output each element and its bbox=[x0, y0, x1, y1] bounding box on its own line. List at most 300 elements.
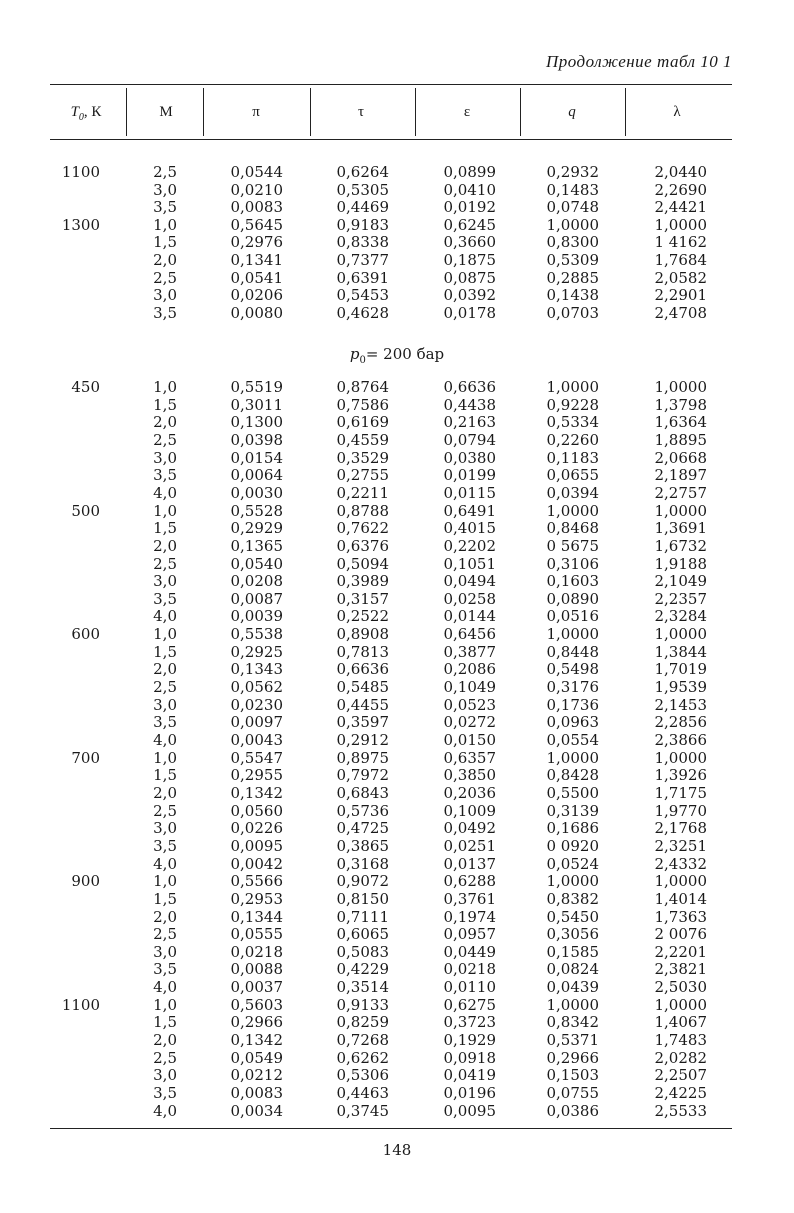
cell-tau: 0,4725 bbox=[336, 819, 389, 838]
cell-lambda: 1,3844 bbox=[654, 642, 707, 661]
table-row bbox=[0, 573, 794, 590]
cell-pi: 0,0230 bbox=[230, 695, 283, 714]
cell-pi: 0,0039 bbox=[230, 607, 283, 626]
table-row bbox=[0, 252, 794, 269]
table-row bbox=[0, 661, 794, 678]
cell-m: 1,0 bbox=[153, 995, 177, 1014]
cell-lambda: 2,1049 bbox=[654, 572, 707, 591]
table-continuation-caption: Продолжение табл 10 1 bbox=[545, 52, 732, 71]
cell-q: 0,5309 bbox=[546, 251, 599, 269]
cell-q: 0,2260 bbox=[546, 430, 599, 449]
cell-eps: 0,0523 bbox=[443, 695, 496, 714]
cell-pi: 0,0218 bbox=[230, 942, 283, 961]
cell-eps: 0,3877 bbox=[443, 642, 496, 661]
cell-eps: 0,3660 bbox=[443, 233, 496, 252]
cell-pi: 0,0549 bbox=[230, 1048, 283, 1067]
table-row bbox=[0, 803, 794, 820]
cell-m: 2,5 bbox=[153, 678, 177, 697]
cell-m: 3,5 bbox=[153, 303, 177, 322]
cell-lambda: 2,4225 bbox=[654, 1084, 707, 1102]
cell-m: 1,5 bbox=[153, 642, 177, 661]
cell-tau: 0,2755 bbox=[336, 466, 389, 485]
cell-tau: 0,5485 bbox=[336, 678, 389, 697]
cell-pi: 0,2953 bbox=[230, 889, 283, 908]
cell-m: 1,5 bbox=[153, 766, 177, 785]
cell-eps: 0,0918 bbox=[443, 1048, 496, 1067]
cell-q: 0,1585 bbox=[546, 942, 599, 961]
cell-tau: 0,3529 bbox=[336, 448, 389, 467]
cell-eps: 0,1974 bbox=[443, 907, 496, 926]
table-row bbox=[0, 838, 794, 855]
cell-q: 0,8468 bbox=[546, 519, 599, 538]
cell-m: 2,0 bbox=[153, 783, 177, 802]
cell-tau: 0,6065 bbox=[336, 925, 389, 944]
table-row bbox=[0, 1032, 794, 1049]
cell-m: 1,0 bbox=[153, 501, 177, 520]
cell-tau: 0,8259 bbox=[336, 1013, 389, 1032]
table-row bbox=[0, 926, 794, 943]
cell-tau: 0,4229 bbox=[336, 960, 389, 979]
cell-lambda: 2,2201 bbox=[654, 942, 707, 961]
table-row bbox=[0, 414, 794, 431]
cell-lambda: 1,0000 bbox=[654, 748, 707, 767]
cell-eps: 0,0794 bbox=[443, 430, 496, 449]
cell-lambda: 2,1768 bbox=[654, 819, 707, 838]
cell-lambda: 1,6732 bbox=[654, 536, 707, 555]
cell-m: 1,0 bbox=[153, 215, 177, 234]
cell-m: 1,0 bbox=[153, 872, 177, 891]
cell-eps: 0,0251 bbox=[443, 836, 496, 855]
cell-q: 0,8342 bbox=[546, 1013, 599, 1032]
cell-eps: 0,0192 bbox=[443, 198, 496, 217]
table-row bbox=[0, 234, 794, 251]
cell-lambda: 2,4708 bbox=[654, 303, 707, 322]
cell-eps: 0,4015 bbox=[443, 519, 496, 538]
cell-q: 0 0920 bbox=[546, 836, 599, 855]
table-row bbox=[0, 270, 794, 287]
cell-eps: 0,6491 bbox=[443, 501, 496, 520]
cell-pi: 0,0087 bbox=[230, 589, 283, 608]
cell-pi: 0,0555 bbox=[230, 925, 283, 944]
cell-pi: 0,5547 bbox=[230, 748, 283, 767]
cell-pi: 0,1343 bbox=[230, 660, 283, 679]
cell-tau: 0,7622 bbox=[336, 519, 389, 538]
cell-q: 0,1483 bbox=[546, 180, 599, 199]
table-row bbox=[0, 732, 794, 749]
cell-tau: 0,7586 bbox=[336, 395, 389, 414]
cell-m: 2,0 bbox=[153, 251, 177, 269]
header-tau: τ bbox=[357, 104, 365, 120]
cell-eps: 0,2202 bbox=[443, 536, 496, 555]
cell-m: 4,0 bbox=[153, 1101, 177, 1120]
cell-eps: 0,0258 bbox=[443, 589, 496, 608]
cell-pi: 0,1342 bbox=[230, 783, 283, 802]
cell-eps: 0,6456 bbox=[443, 625, 496, 644]
cell-m: 3,0 bbox=[153, 942, 177, 961]
header-q: q bbox=[568, 104, 576, 120]
cell-pi: 0,0097 bbox=[230, 713, 283, 732]
table-row bbox=[0, 305, 794, 322]
cell-pi: 0,5566 bbox=[230, 872, 283, 891]
cell-eps: 0,0419 bbox=[443, 1066, 496, 1085]
header-separator bbox=[520, 88, 521, 136]
cell-tau: 0,7111 bbox=[336, 907, 389, 926]
cell-tau: 0,6262 bbox=[336, 1048, 389, 1067]
cell-tau: 0,6169 bbox=[336, 413, 389, 432]
table-row bbox=[0, 750, 794, 767]
cell-q: 0 5675 bbox=[546, 536, 599, 555]
cell-lambda: 1,4014 bbox=[654, 889, 707, 908]
table-row bbox=[0, 1067, 794, 1084]
cell-m: 3,5 bbox=[153, 466, 177, 485]
cell-lambda: 1,3798 bbox=[654, 395, 707, 414]
cell-tau: 0,8788 bbox=[336, 501, 389, 520]
cell-tau: 0,6843 bbox=[336, 783, 389, 802]
cell-pi: 0,0398 bbox=[230, 430, 283, 449]
table-row bbox=[0, 1014, 794, 1031]
cell-lambda: 1,0000 bbox=[654, 215, 707, 234]
cell-m: 1,5 bbox=[153, 1013, 177, 1032]
table-row bbox=[0, 379, 794, 396]
cell-lambda: 2,4332 bbox=[654, 854, 707, 873]
header-separator bbox=[415, 88, 416, 136]
cell-tau: 0,8150 bbox=[336, 889, 389, 908]
cell-pi: 0,0226 bbox=[230, 819, 283, 838]
cell-q: 0,2885 bbox=[546, 268, 599, 287]
cell-eps: 0,1009 bbox=[443, 801, 496, 820]
cell-q: 1,0000 bbox=[546, 748, 599, 767]
cell-q: 0,0516 bbox=[546, 607, 599, 626]
cell-tau: 0,9072 bbox=[336, 872, 389, 891]
cell-pi: 0,1344 bbox=[230, 907, 283, 926]
cell-pi: 0,0042 bbox=[230, 854, 283, 873]
cell-lambda: 1,7019 bbox=[654, 660, 707, 679]
cell-pi: 0,1300 bbox=[230, 413, 283, 432]
cell-q: 0,1183 bbox=[546, 448, 599, 467]
cell-pi: 0,0030 bbox=[230, 483, 283, 502]
cell-m: 3,5 bbox=[153, 960, 177, 979]
cell-q: 0,3056 bbox=[546, 925, 599, 944]
cell-eps: 0,0150 bbox=[443, 731, 496, 749]
table-row bbox=[0, 432, 794, 449]
cell-q: 1,0000 bbox=[546, 872, 599, 891]
cell-tau: 0,6376 bbox=[336, 536, 389, 555]
cell-lambda: 1,0000 bbox=[654, 872, 707, 891]
cell-eps: 0,6636 bbox=[443, 378, 496, 396]
cell-eps: 0,0218 bbox=[443, 960, 496, 979]
table-header-rule bbox=[50, 139, 732, 140]
cell-eps: 0,0115 bbox=[443, 483, 496, 502]
cell-tau: 0,2211 bbox=[336, 483, 389, 502]
cell-pi: 0,0208 bbox=[230, 572, 283, 591]
cell-q: 1,0000 bbox=[546, 995, 599, 1014]
cell-tau: 0,3989 bbox=[336, 572, 389, 591]
cell-eps: 0,0449 bbox=[443, 942, 496, 961]
cell-q: 0,5371 bbox=[546, 1031, 599, 1050]
cell-eps: 0,0380 bbox=[443, 448, 496, 467]
cell-pi: 0,0095 bbox=[230, 836, 283, 855]
cell-lambda: 1,3691 bbox=[654, 519, 707, 538]
cell-t0: 600 bbox=[71, 625, 100, 644]
cell-m: 4,0 bbox=[153, 854, 177, 873]
cell-tau: 0,7268 bbox=[336, 1031, 389, 1050]
table-row bbox=[0, 503, 794, 520]
table-row bbox=[0, 714, 794, 731]
cell-t0: 1100 bbox=[61, 163, 100, 181]
table-row bbox=[0, 467, 794, 484]
cell-t0: 700 bbox=[71, 748, 100, 767]
cell-m: 2,5 bbox=[153, 1048, 177, 1067]
cell-q: 0,8300 bbox=[546, 233, 599, 252]
cell-q: 1,0000 bbox=[546, 215, 599, 234]
cell-pi: 0,5603 bbox=[230, 995, 283, 1014]
cell-lambda: 1,4067 bbox=[654, 1013, 707, 1032]
cell-lambda: 1,6364 bbox=[654, 413, 707, 432]
cell-q: 0,3139 bbox=[546, 801, 599, 820]
cell-tau: 0,6391 bbox=[336, 268, 389, 287]
cell-tau: 0,4559 bbox=[336, 430, 389, 449]
cell-m: 3,5 bbox=[153, 589, 177, 608]
cell-pi: 0,0083 bbox=[230, 198, 283, 217]
cell-pi: 0,3011 bbox=[230, 395, 283, 414]
cell-lambda: 2,0282 bbox=[654, 1048, 707, 1067]
table-row bbox=[0, 182, 794, 199]
cell-pi: 0,1341 bbox=[230, 251, 283, 269]
cell-tau: 0,8975 bbox=[336, 748, 389, 767]
cell-eps: 0,4438 bbox=[443, 395, 496, 414]
table-row bbox=[0, 697, 794, 714]
cell-t0: 900 bbox=[71, 872, 100, 891]
cell-q: 0,5450 bbox=[546, 907, 599, 926]
table-row bbox=[0, 626, 794, 643]
cell-m: 2,5 bbox=[153, 554, 177, 573]
cell-eps: 0,6288 bbox=[443, 872, 496, 891]
cell-lambda: 2,2690 bbox=[654, 180, 707, 199]
cell-m: 1,5 bbox=[153, 889, 177, 908]
header-separator bbox=[203, 88, 204, 136]
cell-q: 0,8428 bbox=[546, 766, 599, 785]
cell-pi: 0,0560 bbox=[230, 801, 283, 820]
table-row bbox=[0, 820, 794, 837]
cell-pi: 0,0541 bbox=[230, 268, 283, 287]
cell-m: 3,0 bbox=[153, 819, 177, 838]
table-row bbox=[0, 608, 794, 625]
table-row bbox=[0, 591, 794, 608]
cell-pi: 0,0206 bbox=[230, 286, 283, 305]
cell-tau: 0,6264 bbox=[336, 163, 389, 181]
cell-q: 0,9228 bbox=[546, 395, 599, 414]
header-t0: $T_0$, К bbox=[70, 104, 102, 123]
cell-pi: 0,5519 bbox=[230, 378, 283, 396]
cell-lambda: 2,5030 bbox=[654, 978, 707, 997]
cell-m: 2,5 bbox=[153, 268, 177, 287]
table-row bbox=[0, 944, 794, 961]
cell-q: 1,0000 bbox=[546, 378, 599, 396]
cell-pi: 0,0088 bbox=[230, 960, 283, 979]
table-row bbox=[0, 485, 794, 502]
cell-tau: 0,4469 bbox=[336, 198, 389, 217]
table-bottom-rule bbox=[50, 1128, 732, 1129]
cell-tau: 0,5094 bbox=[336, 554, 389, 573]
table-row bbox=[0, 856, 794, 873]
cell-lambda: 1,3926 bbox=[654, 766, 707, 785]
cell-eps: 0,0494 bbox=[443, 572, 496, 591]
cell-pi: 0,0212 bbox=[230, 1066, 283, 1085]
cell-lambda: 1,0000 bbox=[654, 378, 707, 396]
cell-tau: 0,7813 bbox=[336, 642, 389, 661]
cell-lambda: 2,2507 bbox=[654, 1066, 707, 1085]
cell-m: 2,5 bbox=[153, 925, 177, 944]
cell-tau: 0,7972 bbox=[336, 766, 389, 785]
cell-m: 3,0 bbox=[153, 286, 177, 305]
cell-lambda: 2,0668 bbox=[654, 448, 707, 467]
cell-lambda: 1,7175 bbox=[654, 783, 707, 802]
cell-tau: 0,8908 bbox=[336, 625, 389, 644]
cell-m: 3,0 bbox=[153, 180, 177, 199]
cell-q: 0,3176 bbox=[546, 678, 599, 697]
table-row bbox=[0, 287, 794, 304]
cell-q: 0,0963 bbox=[546, 713, 599, 732]
table-row bbox=[0, 1103, 794, 1120]
cell-q: 0,0394 bbox=[546, 483, 599, 502]
cell-m: 2,0 bbox=[153, 536, 177, 555]
cell-eps: 0,1049 bbox=[443, 678, 496, 697]
cell-tau: 0,3865 bbox=[336, 836, 389, 855]
cell-m: 2,5 bbox=[153, 801, 177, 820]
cell-lambda: 2,3284 bbox=[654, 607, 707, 626]
cell-m: 4,0 bbox=[153, 731, 177, 749]
cell-eps: 0,0196 bbox=[443, 1084, 496, 1102]
cell-q: 1,0000 bbox=[546, 625, 599, 644]
table-row bbox=[0, 979, 794, 996]
cell-q: 0,0890 bbox=[546, 589, 599, 608]
cell-m: 2,0 bbox=[153, 907, 177, 926]
cell-pi: 0,0154 bbox=[230, 448, 283, 467]
cell-tau: 0,5306 bbox=[336, 1066, 389, 1085]
cell-q: 0,0755 bbox=[546, 1084, 599, 1102]
cell-m: 2,0 bbox=[153, 660, 177, 679]
cell-eps: 0,0899 bbox=[443, 163, 496, 181]
cell-t0: 450 bbox=[71, 378, 100, 396]
pressure-subheading: $p_0= 200$ бар bbox=[349, 345, 445, 366]
cell-m: 3,0 bbox=[153, 448, 177, 467]
cell-lambda: 1,7363 bbox=[654, 907, 707, 926]
cell-m: 1,5 bbox=[153, 519, 177, 538]
cell-q: 0,5334 bbox=[546, 413, 599, 432]
table-row bbox=[0, 961, 794, 978]
cell-m: 3,0 bbox=[153, 572, 177, 591]
cell-pi: 0,1365 bbox=[230, 536, 283, 555]
header-separator bbox=[625, 88, 626, 136]
cell-tau: 0,3157 bbox=[336, 589, 389, 608]
cell-eps: 0,2036 bbox=[443, 783, 496, 802]
cell-eps: 0,0144 bbox=[443, 607, 496, 626]
cell-eps: 0,2086 bbox=[443, 660, 496, 679]
cell-t0: 500 bbox=[71, 501, 100, 520]
cell-lambda: 2,2856 bbox=[654, 713, 707, 732]
cell-m: 3,0 bbox=[153, 695, 177, 714]
cell-q: 0,0554 bbox=[546, 731, 599, 749]
table-top-rule bbox=[50, 84, 732, 85]
cell-m: 1,0 bbox=[153, 378, 177, 396]
cell-q: 0,1438 bbox=[546, 286, 599, 305]
cell-t0: 1300 bbox=[61, 215, 100, 234]
cell-lambda: 1,0000 bbox=[654, 995, 707, 1014]
cell-lambda: 2,1453 bbox=[654, 695, 707, 714]
table-row bbox=[0, 450, 794, 467]
table-row bbox=[0, 679, 794, 696]
cell-tau: 0,9133 bbox=[336, 995, 389, 1014]
cell-pi: 0,0037 bbox=[230, 978, 283, 997]
cell-q: 0,1503 bbox=[546, 1066, 599, 1085]
cell-q: 0,1736 bbox=[546, 695, 599, 714]
cell-tau: 0,7377 bbox=[336, 251, 389, 269]
cell-lambda: 2,3821 bbox=[654, 960, 707, 979]
cell-tau: 0,2912 bbox=[336, 731, 389, 749]
page-number: 148 bbox=[382, 1141, 412, 1159]
table-row bbox=[0, 891, 794, 908]
cell-lambda: 1,9770 bbox=[654, 801, 707, 820]
cell-lambda: 1,0000 bbox=[654, 625, 707, 644]
cell-tau: 0,5453 bbox=[336, 286, 389, 305]
cell-m: 2,5 bbox=[153, 430, 177, 449]
header-lambda: λ bbox=[673, 104, 681, 120]
cell-eps: 0,1929 bbox=[443, 1031, 496, 1050]
cell-tau: 0,8764 bbox=[336, 378, 389, 396]
cell-t0: 1100 bbox=[61, 995, 100, 1014]
cell-lambda: 2,3251 bbox=[654, 836, 707, 855]
cell-pi: 0,0043 bbox=[230, 731, 283, 749]
cell-pi: 0,2929 bbox=[230, 519, 283, 538]
cell-eps: 0,0410 bbox=[443, 180, 496, 199]
cell-tau: 0,9183 bbox=[336, 215, 389, 234]
cell-pi: 0,0540 bbox=[230, 554, 283, 573]
cell-m: 4,0 bbox=[153, 483, 177, 502]
cell-pi: 0,2966 bbox=[230, 1013, 283, 1032]
cell-tau: 0,3168 bbox=[336, 854, 389, 873]
table-row bbox=[0, 199, 794, 216]
cell-eps: 0,1051 bbox=[443, 554, 496, 573]
cell-lambda: 1,9539 bbox=[654, 678, 707, 697]
cell-tau: 0,3514 bbox=[336, 978, 389, 997]
cell-lambda: 2,2901 bbox=[654, 286, 707, 305]
cell-q: 0,0824 bbox=[546, 960, 599, 979]
cell-tau: 0,5083 bbox=[336, 942, 389, 961]
cell-eps: 0,0137 bbox=[443, 854, 496, 873]
cell-lambda: 2,4421 bbox=[654, 198, 707, 217]
cell-lambda: 1,7684 bbox=[654, 251, 707, 269]
header-eps: ε bbox=[463, 104, 471, 120]
cell-m: 3,5 bbox=[153, 198, 177, 217]
cell-eps: 0,1875 bbox=[443, 251, 496, 269]
cell-lambda: 2,3866 bbox=[654, 731, 707, 749]
table-row bbox=[0, 767, 794, 784]
cell-lambda: 1,0000 bbox=[654, 501, 707, 520]
cell-pi: 0,0210 bbox=[230, 180, 283, 199]
cell-pi: 0,2925 bbox=[230, 642, 283, 661]
cell-eps: 0,0095 bbox=[443, 1101, 496, 1120]
cell-pi: 0,0083 bbox=[230, 1084, 283, 1102]
cell-m: 2,5 bbox=[153, 163, 177, 181]
cell-m: 3,5 bbox=[153, 713, 177, 732]
table-row bbox=[0, 909, 794, 926]
cell-eps: 0,3850 bbox=[443, 766, 496, 785]
cell-pi: 0,0544 bbox=[230, 163, 283, 181]
cell-eps: 0,6245 bbox=[443, 215, 496, 234]
cell-lambda: 1,8895 bbox=[654, 430, 707, 449]
cell-m: 4,0 bbox=[153, 978, 177, 997]
cell-tau: 0,3745 bbox=[336, 1101, 389, 1120]
